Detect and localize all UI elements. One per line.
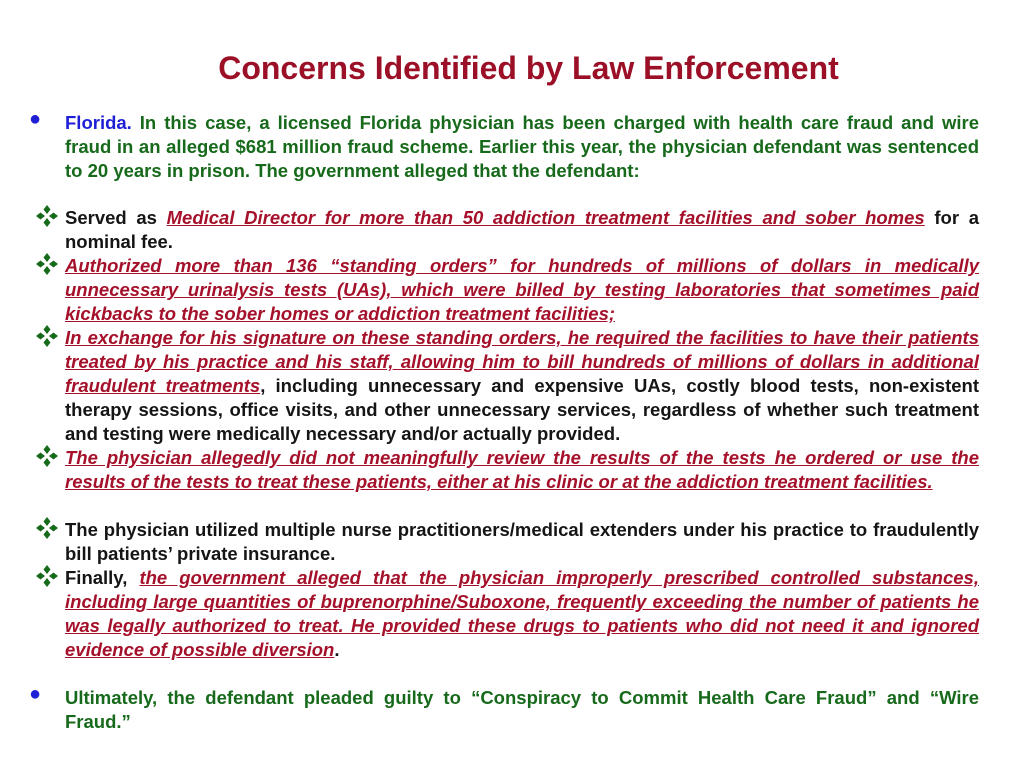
list-item	[65, 446, 979, 494]
list-item	[65, 566, 979, 662]
florida-text: In this case, a licensed Florida physician has been charged with health care fraud and wire fraud in an alleged $681 million fraud scheme. Earlier this year, the physician defendant was sentenced to 20 years in prison. The government alleged that the defendant:	[65, 112, 980, 181]
four-diamond-bullet-icon	[35, 444, 59, 468]
item-text: , including unnecessary and expensive UAs, costly blood tests, non-existent therapy sessions, office visits, and other unnecessary services, regardless of whether such treatment and testing were medically necessary and/or actually provided.	[65, 375, 979, 444]
item-text: The physician utilized multiple nurse practitioners/medical extenders under his practice to fraudulently bill patients’ private insurance.	[65, 519, 979, 564]
item-emphasis: Authorized more than 136 “standing orders” for hundreds of millions of dollars in medically unnecessary urinalysis tests (UAs), which were billed by testing laboratories that sometimes paid kickbacks to the sober homes or addiction treatment facilities;	[65, 255, 979, 324]
item-text: Served as	[65, 207, 167, 228]
item-text: Finally,	[65, 567, 140, 588]
list-item	[65, 206, 979, 254]
florida-label: Florida.	[65, 112, 132, 133]
bullet-dot-icon: ●	[29, 683, 42, 705]
conclusion-bullet	[29, 683, 979, 734]
four-diamond-bullet-icon	[35, 252, 59, 276]
slide-title: Concerns Identified by Law Enforcement	[218, 50, 839, 86]
item-emphasis: In exchange for his signature on these standing orders, he required the facilities to have their patients treated by his practice and his staff, allowing him to bill hundreds of millions of dollars in additional fraudulent treatments	[65, 327, 979, 396]
list-item	[65, 326, 979, 446]
item-text: for a nominal fee.	[65, 207, 979, 252]
four-diamond-bullet-icon	[35, 324, 59, 348]
florida-bullet	[29, 108, 980, 183]
list-item	[65, 254, 979, 326]
four-diamond-bullet-icon	[35, 516, 59, 540]
four-diamond-bullet-icon	[35, 204, 59, 228]
item-text: .	[334, 639, 340, 660]
item-emphasis: Medical Director for more than 50 addiction treatment facilities and sober homes	[166, 207, 925, 228]
bullet-dot-icon: ●	[29, 108, 42, 130]
item-emphasis: The physician allegedly did not meaningfully review the results of the tests he ordered or use the results of the tests to treat these patients, either at his clinic or at the addiction treatment facilities.	[65, 447, 979, 492]
conclusion-text: Ultimately, the defendant pleaded guilty to “Conspiracy to Commit Health Care Fraud” and “Wire Fraud.”	[65, 687, 979, 732]
list-item	[65, 518, 979, 566]
four-diamond-bullet-icon	[35, 564, 59, 588]
item-emphasis: the government alleged that the physician improperly prescribed controlled substances, including large quantities of buprenorphine/Suboxone, frequently exceeding the number of patients he was legally authorized to treat. He provided these drugs to patients who did not need it and ignored evidence of possible diversion	[65, 567, 979, 660]
